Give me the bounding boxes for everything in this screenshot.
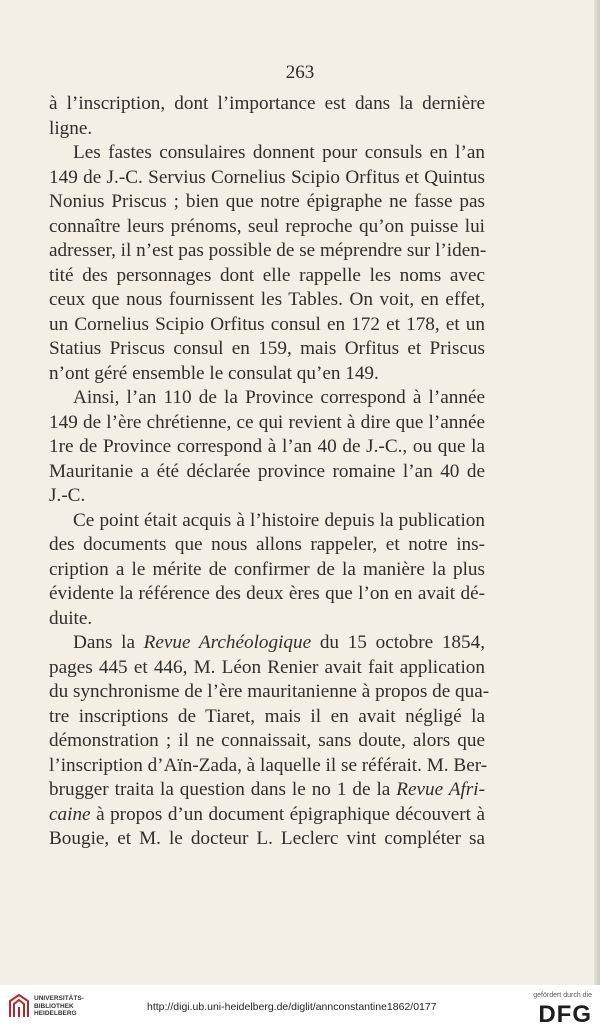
- text-line: [49, 386, 485, 411]
- text-line: [49, 582, 485, 607]
- text-run: du 15 octobre 1854,: [311, 632, 485, 653]
- italic-title: Revue Afri-: [396, 779, 485, 800]
- text-run: duite.: [49, 607, 93, 629]
- text-line: [49, 778, 485, 803]
- library-name-line: BIBLIOTHEK: [34, 1002, 74, 1010]
- text-line: [49, 239, 485, 264]
- text-run: du synchronisme de l’ère mauritanienne à propos de qua-: [49, 681, 490, 702]
- text-run: 149 de l’ère chrétienne, ce qui revient à dire que l’année: [49, 411, 485, 433]
- text-run: ceux que nous fournissent les Tables. On voit, en effet,: [49, 289, 485, 310]
- text-run: Mauritanie a été déclarée province romaine l’an 40 de: [49, 460, 485, 482]
- text-line: [49, 509, 485, 534]
- body-text: [49, 92, 490, 852]
- text-line: [49, 484, 485, 509]
- page-number: 263: [285, 62, 315, 83]
- text-line: [49, 803, 485, 828]
- text-run: à propos d’un document épigraphique découvert à: [90, 803, 485, 825]
- text-line: [49, 190, 485, 215]
- text-run: Les fastes consulaires donnent pour consuls en l’an: [73, 142, 485, 163]
- text-line: [49, 607, 485, 632]
- text-line: [49, 215, 485, 240]
- text-run: brugger traita la question dans le no 1 de la: [49, 779, 397, 800]
- text-run: tre inscriptions de Tiaret, mais il en avait négligé la: [49, 705, 485, 727]
- text-line: [49, 827, 485, 852]
- text-run: Nonius Priscus ; bien que notre épigraphe ne fasse pas: [49, 191, 485, 212]
- text-run: 149 de J.-C. Servius Cornelius Scipio Orfitus et Quintus: [49, 166, 485, 188]
- source-url[interactable]: http://digi.ub.uni-heidelberg.de/diglit/annconstantine1862/0177: [147, 1001, 437, 1013]
- text-run: évidente la référence des deux ères que l’on en avait dé-: [49, 583, 485, 604]
- text-line: [49, 680, 490, 705]
- text-run: pages 445 et 446, M. Léon Renier avait fait application: [49, 656, 485, 678]
- text-line: [49, 729, 485, 754]
- text-run: Dans la: [73, 632, 144, 653]
- text-run: Bougie, et M. le docteur L. Leclerc vint compléter sa: [49, 828, 485, 849]
- text-run: connaître leurs prénoms, seul reproche qu’on puisse lui: [49, 215, 485, 237]
- text-run: tité des personnages dont elle rappelle les noms avec: [49, 264, 485, 286]
- text-run: des documents que nous allons rappeler, et notre ins-: [49, 534, 485, 555]
- text-line: [49, 117, 485, 142]
- text-line: [49, 754, 488, 779]
- text-line: [49, 337, 485, 362]
- text-run: 1re de Province correspond à l’an 40 de J.-C., ou que la: [49, 436, 485, 457]
- text-line: [49, 362, 485, 387]
- text-line: [49, 558, 485, 583]
- text-run: Ce point était acquis à l’histoire depuis la publication: [73, 509, 485, 531]
- library-name-line: UNIVERSITÄTS-: [34, 995, 84, 1002]
- text-line: [49, 264, 485, 289]
- text-run: adresser, il n’est pas possible de se méprendre sur l’iden-: [49, 240, 487, 261]
- text-run: à l’inscription, dont l’importance est dans la dernière: [49, 93, 485, 114]
- funded-by-label: gefördert durch die: [533, 992, 592, 999]
- text-line: [49, 288, 485, 313]
- text-run: n’ont géré ensemble le consulat qu’en 149.: [49, 362, 379, 384]
- text-run: un Cornelius Scipio Orfitus consul en 172 et 178, et un: [49, 313, 485, 335]
- text-line: [49, 411, 485, 436]
- text-run: démonstration ; il ne connaissait, sans doute, alors que: [49, 730, 485, 751]
- text-run: l’inscription d’Aïn-Zada, à laquelle il se référait. M. Ber-: [49, 754, 488, 776]
- library-name-line: HEIDELBERG: [34, 1010, 77, 1017]
- page-edge: [594, 0, 600, 985]
- text-line: [49, 705, 485, 730]
- university-library-logo-icon: [8, 993, 30, 1019]
- text-line: [49, 313, 485, 338]
- text-run: Statius Priscus consul en 159, mais Orfitus et Priscus: [49, 338, 485, 359]
- text-line: [49, 92, 485, 117]
- text-run: Ainsi, l’an 110 de la Province correspond à l’année: [73, 387, 485, 408]
- text-run: cription a le mérite de confirmer de la manière la plus: [49, 558, 485, 580]
- dfg-logo: DFG: [538, 1001, 592, 1028]
- library-name: [34, 995, 84, 1018]
- text-line: [49, 631, 485, 656]
- italic-title: caine: [49, 803, 91, 825]
- text-line: [49, 435, 485, 460]
- footer-bar: [0, 985, 600, 1031]
- text-line: [49, 166, 485, 191]
- text-run: ligne.: [49, 117, 93, 139]
- text-run: J.-C.: [49, 485, 86, 506]
- text-line: [49, 460, 485, 485]
- text-line: [49, 533, 485, 558]
- text-line: [49, 141, 485, 166]
- italic-title: Revue Archéologique: [143, 632, 312, 653]
- text-line: [49, 656, 485, 681]
